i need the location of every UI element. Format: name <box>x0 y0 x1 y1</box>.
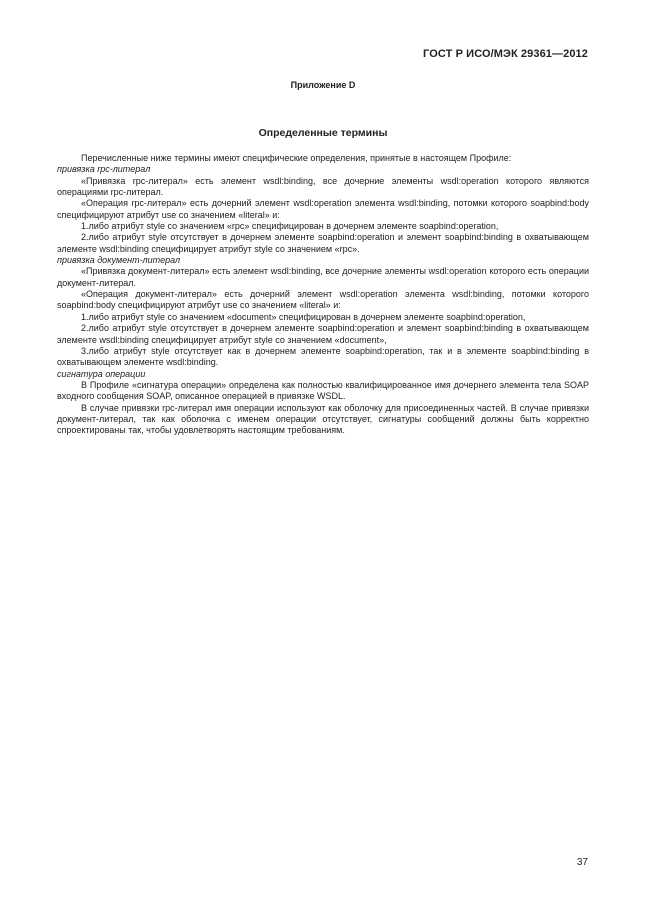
list-item: 1.либо атрибут style со значением «rpc» специфицирован в дочернем элементе soapbind:operation, <box>81 221 499 232</box>
term-heading: привязка rpc-литерал <box>57 164 151 175</box>
list-item: 2.либо атрибут style отсутствует в дочернем элементе soapbind:operation и элемент soapbind:binding в охватывающем элементе wsdl:binding специфицирует атрибут style со значением «rpc». <box>57 232 589 254</box>
paragraph: В Профиле «сигнатура операции» определена как полностью квалифицированное имя дочернего элемента тела SOAP входного сообщения SOAP, описанное операцией в привязке WSDL. <box>57 379 589 402</box>
body-text <box>57 153 589 437</box>
paragraph: «Привязка rpc-литерал» есть элемент wsdl:binding, все дочерние элементы wsdl:operation которого являются операциями rpc-литерал. <box>57 175 589 198</box>
annex-label: Приложение D <box>290 80 356 90</box>
term-heading: сигнатура операции <box>57 368 146 379</box>
list-item: 2.либо атрибут style отсутствует в дочернем элементе soapbind:operation и элемент soapbind:binding в охватывающем элементе wsdl:binding специфицирует атрибут style со значением «document», <box>57 323 589 345</box>
list-item: 1.либо атрибут style со значением «document» специфицирован в дочернем элементе soapbind:operation, <box>81 311 526 322</box>
paragraph: «Привязка документ-литерал» есть элемент wsdl:binding, все дочерние элементы wsdl:operation которого есть операции документ-литерал. <box>57 266 589 288</box>
term-heading: привязка документ-литерал <box>57 255 181 266</box>
paragraph: «Операция rpc-литерал» есть дочерний элемент wsdl:operation элемента wsdl:binding, потомки которого soapbind:body специфицируют атрибут use со значением «literal» и: <box>57 198 589 220</box>
list-item: 3.либо атрибут style отсутствует как в дочернем элементе soapbind:operation, так и в элементе soapbind:binding в охватывающем элементе wsdl:binding. <box>57 345 589 368</box>
paragraph: Перечисленные ниже термины имеют специфические определения, принятые в настоящем Профиле: <box>81 153 512 163</box>
section-title: Определенные термины <box>258 127 388 139</box>
standard-header: ГОСТ Р ИСО/МЭК 29361—2012 <box>423 48 588 60</box>
page-number: 37 <box>576 857 588 868</box>
paragraph: В случае привязки rpc-литерал имя операции используют как оболочку для присоединенных частей. В случае привязки документ-литерал, так как оболочка с именем операции отсутствует, сигнатуры сообщений должны быть корректно спроектированы так, чтобы удовлетворять настоящим требованиям. <box>57 402 589 436</box>
paragraph: «Операция документ-литерал» есть дочерний элемент wsdl:operation элемента wsdl:binding, потомки которого soapbind:body специфицируют атрибут use со значением «literal» и: <box>57 289 590 311</box>
